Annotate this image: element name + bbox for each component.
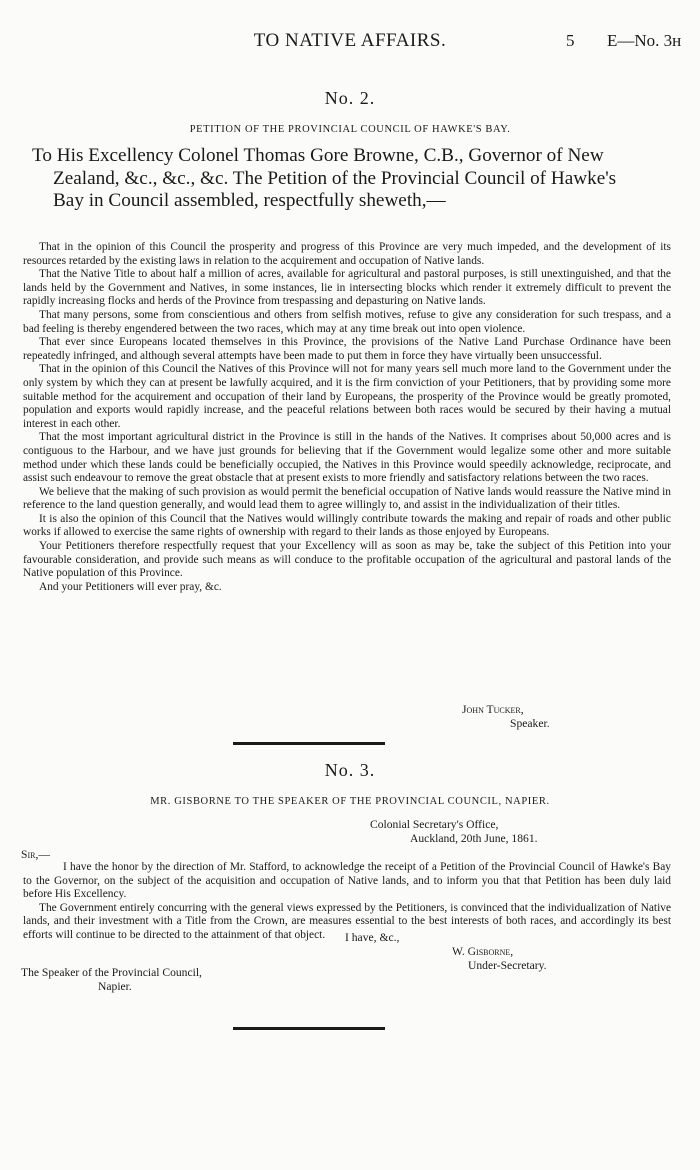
letter-heading: MR. GISBORNE TO THE SPEAKER OF THE PROVINCIAL COUNCIL, NAPIER. xyxy=(150,796,550,807)
petition-body xyxy=(23,241,671,594)
petition-signature-name: John Tucker, xyxy=(462,703,524,716)
letter-closing: I have, &c., xyxy=(345,931,400,944)
petition-address xyxy=(32,145,672,213)
addressee-line-2: Napier. xyxy=(98,980,132,993)
address-line: Zealand, &c., &c., &c. The Petition of the Provincial Council of Hawke's xyxy=(53,167,617,189)
petition-paragraph: That the most important agricultural district in the Province is still in the hands of the Natives. It comprises about 50,000 acres and is contiguous to the Harbour, and we have just grounds for believing that if the Government would legalize some other and more suitable method under which these lands could be beneficially occupied, the Natives in this Province would speedily acknowledge, reciprocate, and assist such endeavour to remove the great obstacle that at present exists to more friendly and satisfactory relations between the two races. xyxy=(23,431,671,485)
petition-paragraph: Your Petitioners therefore respectfully request that your Excellency will as soon as may be, take the subject of this Petition into your favourable consideration, and provide such means as will conduce to the profitable occupation of the agricultural and pastoral lands of the Native population of this Province. xyxy=(23,540,671,580)
petition-paragraph: That many persons, some from conscientious and others from selfish motives, refuse to give any consideration for such trespass, and a bad feeling is thereby engendered between the two races, which may at any time break out into open violence. xyxy=(23,308,671,335)
letter-office: Colonial Secretary's Office, xyxy=(370,818,499,831)
running-header-title: TO NATIVE AFFAIRS. xyxy=(253,30,447,51)
end-divider xyxy=(233,1027,385,1030)
petition-heading: PETITION OF THE PROVINCIAL COUNCIL OF HAWKE'S BAY. xyxy=(189,124,511,135)
petition-paragraph: We believe that the making of such provision as would permit the beneficial occupation of Native lands would reassure the Native mind in reference to the land question generally, and would lead them to agree willingly to, and assist in the individualization of their titles. xyxy=(23,485,671,512)
section-number-3: No. 3. xyxy=(324,760,376,780)
addressee-line-1: The Speaker of the Provincial Council, xyxy=(21,966,202,979)
letter-signature-title: Under-Secretary. xyxy=(468,959,547,972)
petition-paragraph: That in the opinion of this Council the Natives of this Province will not for many years sell much more land to the Government under the only system by which they can at present be lawfully acquired, and it is the firm conviction of your Petitioners, that by providing some more suitable method for the acquirement and occupation of their land by Europeans, the prosperity of the Province would be greatly promoted, population and exports would rapidly increase, and the peaceful relations between both races would be secured by their having a mutual interest in each other. xyxy=(23,363,671,430)
letter-paragraph: The Government entirely concurring with the general views expressed by the Petitioners, is convinced that the individualization of Native lands, and their investment with a Title from the Crown, are measures essential to the best interests of both races, and accordingly its best efforts will continue to be directed to the attainment of that object. xyxy=(23,901,671,941)
petition-paragraph: That ever since Europeans located themselves in this Province, the provisions of the Native Land Purchase Ordinance have been repeatedly infringed, and although several attempts have been made to put them in force they have virtually been unsuccessful. xyxy=(23,336,671,362)
letter-salutation: Sir,— xyxy=(21,848,50,861)
letter-signature-name: W. Gisborne, xyxy=(452,945,514,958)
page-number: 5 xyxy=(566,31,575,50)
petition-paragraph: That the Native Title to about half a million of acres, available for agricultural and pastoral purposes, is still unextinguished, and that the lands held by the Government and Natives, in some instances, lie in intersecting blocks which render it extremely difficult to prevent the rapidly increasing flocks and herds of the Province from trespassing and depasturing on Native lands. xyxy=(23,268,671,308)
letter-date: Auckland, 20th June, 1861. xyxy=(410,832,538,845)
letter-paragraph: I have the honor by the direction of Mr. Stafford, to acknowledge the receipt of a Petition of the Provincial Council of Hawke's Bay to the Governor, on the subject of the acquisition and occupation of Native lands, and to inform you that that Petition has been duly laid before His Excellency. xyxy=(23,861,671,901)
petition-closing-line: And your Petitioners will ever pray, &c. xyxy=(39,580,222,593)
petition-signature-title: Speaker. xyxy=(510,717,550,730)
petition-paragraph: That in the opinion of this Council the prosperity and progress of this Province are very much impeded, and the development of its resources retarded by the existing laws in relation to the acquirement and occupation of Native lands. xyxy=(23,241,671,267)
petition-paragraph: It is also the opinion of this Council that the Natives would willingly contribute towards the making and repair of roads and other public works if allowed to exercise the same rights of ownership with regard to their lands as those enjoyed by Europeans. xyxy=(23,512,671,539)
section-divider xyxy=(233,742,385,745)
address-line: To His Excellency Colonel Thomas Gore Browne, C.B., Governor of New xyxy=(32,145,604,166)
section-number-2: No. 2. xyxy=(324,88,376,108)
address-line: Bay in Council assembled, respectfully sheweth,— xyxy=(53,190,446,211)
document-code: E—No. 3ʜ xyxy=(607,31,682,50)
